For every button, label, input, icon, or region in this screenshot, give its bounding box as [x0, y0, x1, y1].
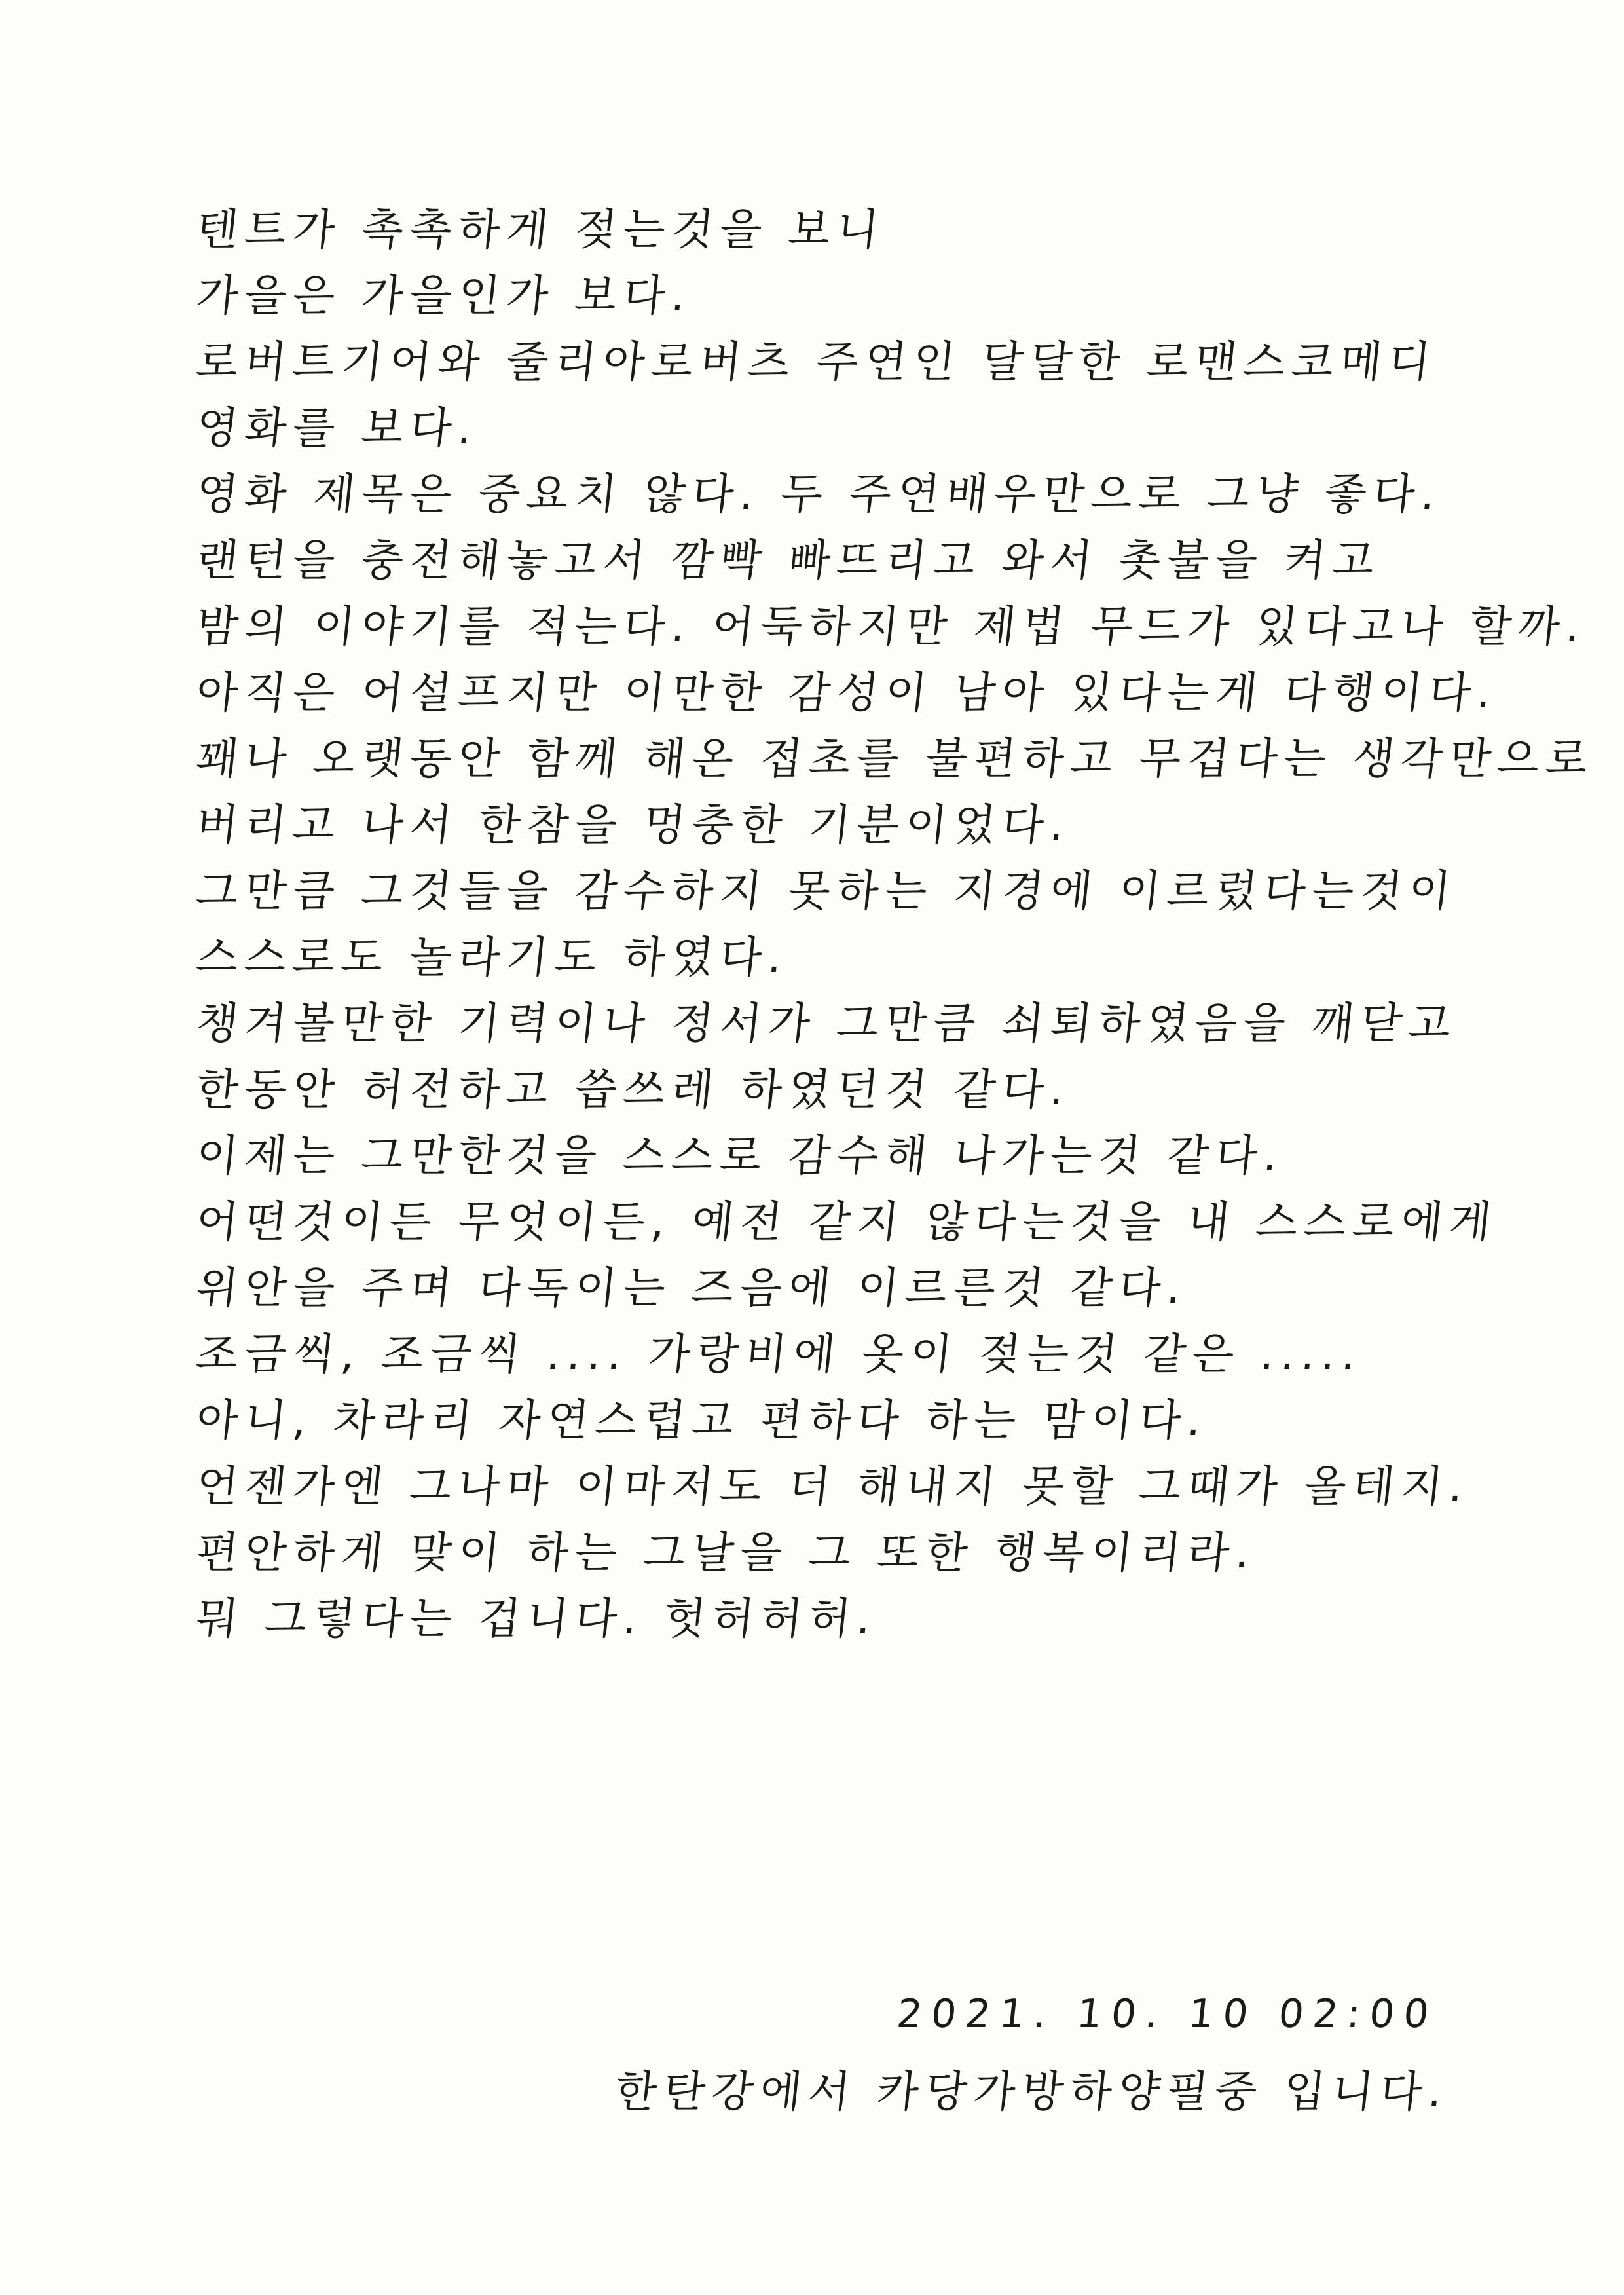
- letter-line: 그만큼 그것들을 감수하지 못하는 지경에 이르렀다는것이: [193, 866, 1460, 916]
- letter-line: 챙겨볼만한 기력이나 정서가 그만큼 쇠퇴하였음을 깨닫고: [193, 998, 1460, 1049]
- letter-line: 한동안 허전하고 씁쓰레 하였던것 같다.: [193, 1064, 1074, 1115]
- signature-line: 한탄강에서 카당가방하양필중 입니다.: [612, 2066, 1452, 2117]
- letter-line: 텐트가 촉촉하게 젖는것을 보니: [193, 204, 888, 255]
- letter-line: 버리고 나서 한참을 멍충한 기분이었다.: [193, 800, 1074, 850]
- signature-date: 2021. 10. 10 02:00: [895, 1991, 1441, 2037]
- letter-line: 언젠가엔 그나마 이마저도 더 해내지 못할 그때가 올테지.: [193, 1461, 1473, 1512]
- letter-line: 로버트기어와 줄리아로버츠 주연인 달달한 로맨스코메디: [193, 337, 1440, 387]
- letter-line: 영화 제목은 중요치 않다. 두 주연배우만으로 그냥 좋다.: [193, 469, 1445, 519]
- letter-line: 밤의 이야기를 적는다. 어둑하지만 제법 무드가 있다고나 할까.: [193, 601, 1589, 652]
- letter-line: 뭐 그렇다는 겁니다. 헛허허허.: [193, 1594, 881, 1644]
- letter-line: 아니, 차라리 자연스럽고 편하다 하는 맘이다.: [193, 1395, 1211, 1446]
- letter-line: 아직은 어설프지만 이만한 감성이 남아 있다는게 다행이다.: [193, 667, 1501, 718]
- letter-line: 영화를 보다.: [193, 403, 481, 453]
- letter-line: 스스로도 놀라기도 하였다.: [193, 932, 792, 982]
- letter-line: 랜턴을 충전해놓고서 깜빡 빠뜨리고 와서 촛불을 켜고: [193, 535, 1384, 586]
- letter-line: 어떤것이든 무엇이든, 예전 같지 않다는것을 내 스스로에게: [193, 1197, 1501, 1247]
- handwritten-letter-body: [193, 196, 1597, 1652]
- letter-line: 가을은 가을인가 보다.: [193, 271, 695, 321]
- letter-line: 위안을 주며 다독이는 즈음에 이르른것 같다.: [193, 1263, 1190, 1313]
- letter-line: 이제는 그만한것을 스스로 감수해 나가는것 같다.: [193, 1130, 1287, 1181]
- letter-line: 꽤나 오랫동안 함께 해온 접초를 불편하고 무겁다는 생각만으로: [193, 734, 1597, 784]
- letter-line: 조금씩, 조금씩 .... 가랑비에 옷이 젖는것 같은 .....: [193, 1329, 1365, 1379]
- letter-line: 편안하게 맞이 하는 그날을 그 또한 행복이리라.: [193, 1527, 1259, 1578]
